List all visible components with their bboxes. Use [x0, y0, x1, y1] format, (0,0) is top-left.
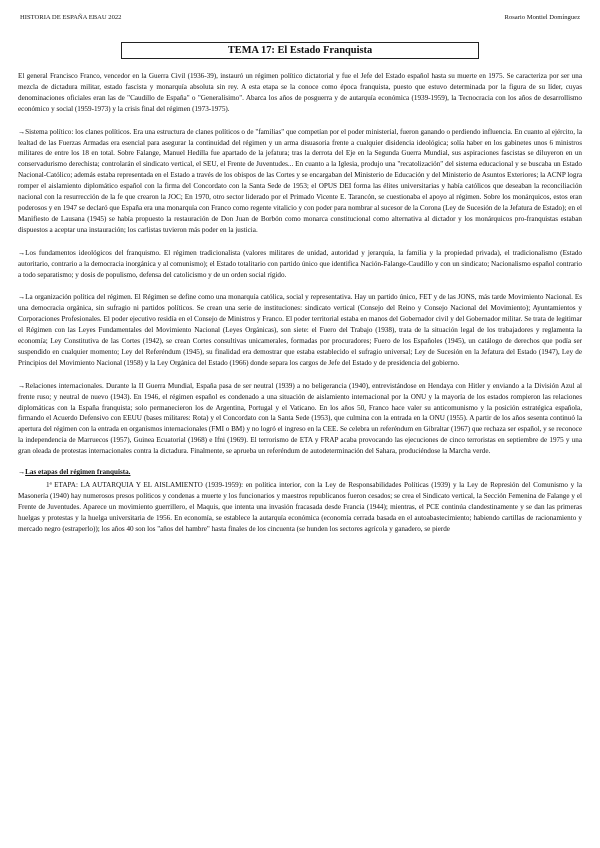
arrow-icon: →: [18, 468, 26, 477]
arrow-icon: →: [18, 381, 26, 390]
section-organizacion-politica: [18, 292, 582, 368]
section-text: Sistema político: los clanes políticos. Era una estructura de clanes políticos o de "familias" que competían por el poder ministerial, fueron ganando o perdiendo influencia. En cuanto al ejército, la lealtad de las Fuerzas Armadas era esencial para asegurar la continuidad del régimen y un arma disuasoria frente a cualquier disidencia ideológica; solía haber en los gabinetes unos 6 ministros militares de entre los 18 en total. Sobre Falange, Manuel Hedilla fue apartado de la jefatura; tras la derrota del Eje en la Segunda Guerra Mundial, sus aspiraciones fascistas se diluyeron en un conservadurismo derechista; controlarán el sindicato vertical, el SEU, el Frente de Juventudes... En cuanto a la Iglesia, produjo una "recatolización" del sistema educacional y se buscaba un Estado Nacional-Católico; además estaba representada en el Estado a través de los obispos de las Cortes y se encargaban del Ministerio de Educación y del Ministerio de Asuntos Exteriores; la ACNP logra romper el aislamiento diplomático español con la firma del Concordato con la Santa Sede de 1953; el OPUS DEI forma las élites universitarias y había católicos que deseaban la reconciliación nacional con la resurrección de la fe que crearon la JOC; En 1970, otro sector liderado por el Primado Vicente E. Tarancón, se cuestionaba el apoyo al régimen. Sobre los monárquicos, estos eran poderosos y en 1947 se declaró que España era una monarquía con Franco como regente vitalicio y con poder para nombrar al sucesor de la Corona (Ley de Sucesión de la Jefatura de Estado); en el Manifiesto de Lausana (1945) se había propuesto la restauración de Don Juan de Borbón como monarca constitucional como alternativa al dictador y los monárquicos pro-franquistas estaban dispuestos a aceptar una instauración; los carlistas tuvieron más poder en la justicia.: [18, 127, 582, 234]
section-text: Los fundamentos ideológicos del franquismo. El régimen tradicionalista (valores militares de unidad, autoridad y jerarquía, la familia y la propiedad privada), el tradicionalismo (Estado autoritario, contrario a la democracia inorgánica y al comunismo); el Estado totalitario con partido único que identifica Nación-Falange-Caudillo y con un sindicato; Nacionalismo español contrario a todo separatismo; y dosis de populismo, defensa del catolicismo y de un orden social rígido.: [18, 248, 582, 279]
section-relaciones-internacionales: [18, 381, 582, 457]
intro-paragraph: El general Francisco Franco, vencedor en la Guerra Civil (1936-39), instauró un régimen político dictatorial y fue el Jefe del Estado español hasta su muerte en 1975. Se caracteriza por ser una mezcla de dictadura militar, estado fascista y monarquía absoluta sin rey. A esta etapa se la conoce como época franquista, puesto que estuvo determinada por la figura de su líder, cuyas denominaciones oficiales eran las de "Caudillo de España" o "Generalísimo". Abarca los años de posguerra y de autarquía económica (1939-1959), la Tecnocracia con los años de desarrollismo económico y social (1959-1973) y la crisis final del régimen (1973-1975).: [18, 72, 582, 113]
arrow-icon: →: [18, 293, 26, 302]
section-text: Relaciones internacionales. Durante la II Guerra Mundial, España pasa de ser neutral (1939) a no beligerancia (1940), entrevistándose en Hendaya con Hitler y enviando a la División Azul al frente ruso; y neutral de nuevo (1943). En 1946, el régimen español es condenado a una situación de aislamiento internacional por la ONU y la mayoría de los estados rompieron las relaciones diplomáticas con la España franquista; solo permanecieron los de Argentina, Portugal y el Vaticano. En los años 50, Franco hace valer su anticomunismo y la posición estratégica española, firmando el Acuerdo Defensivo con EEUU (bases militares: Rota) y el Concordato con la Santa Sede (1953), que culmina con la entrada en la ONU (1955). A partir de los años sesenta continuó la apertura del régimen con la entrada en organismos internacionales (FMI o BM) y no logró el ingreso en la CEE. Se celebra un referéndum en Gibraltar (1967) que rechaza ser español, y se reconoce la independencia de Marruecos (1957), Guinea Ecuatorial (1968) e Ifni (1969). El terrorismo de ETA y FRAP acaba provocando las ejecuciones de cinco terroristas en septiembre de 1975 y una gran oleada de protestas internacionales contra la dictadura. Finalmente, se aprueba un referéndum de autodeterminación del Sahara, produciéndose la Marcha verde.: [18, 381, 582, 456]
section-heading: Las etapas del régimen franquista.: [25, 468, 131, 477]
section-text: La organización política del régimen. El Régimen se define como una monarquía católica, social y representativa. Hay un partido único, FET y de las JONS, más tarde Movimiento Nacional. Es una democracia orgánica, sin sufragio ni partidos políticos. Se crean una serie de instituciones: sindicato vertical (Consejo del Reino y Consejo Nacional del Movimiento); Ayuntamientos y Corporaciones Profesionales. El poder ejecutivo residía en el Consejo de Ministros y Franco. El poder territorial estaba en manos del Gobernador civil y del Gobernador militar. Se trata de legitimar el Régimen con las Leyes Fundamentales del Movimiento Nacional (Leyes Orgánicas), son siete: el Fuero del Trabajo (1938), trata de la situación legal de los trabajadores y reglamenta la economía; Ley Constitutiva de las Cortes (1942), se crean Cortes consultivas unicamerales, formadas por procuradores; Fuero de los Españoles (1945), un catálogo de derechos que podía ser suspendido en cualquier momento; Ley del Referéndum (1945), su finalidad era demostrar que estaba establecido el sufragio universal; Ley de Sucesión en la Jefatura del Estado (1947), Ley de Principios del Movimiento Nacional (1958) y la Ley Orgánica del Estado (1966) donde separa los cargos de Jefe del Estado y de presidencia del gobierno.: [18, 293, 582, 367]
header-course: HISTORIA DE ESPAÑA EBAU 2022: [20, 14, 122, 21]
section-sistema-politico: [18, 127, 582, 236]
section-etapas-heading: [18, 467, 582, 478]
document-title: TEMA 17: El Estado Franquista: [121, 42, 479, 59]
arrow-icon: →: [18, 248, 26, 257]
page-header: [18, 14, 582, 22]
section-fundamentos-ideologicos: [18, 248, 582, 281]
stage-paragraph: 1ª ETAPA: LA AUTARQUIA Y EL AISLAMIENTO (1939-1959): en política interior, con la Ley de Responsabilidades Políticas (1939) y la Ley de Represión del Comunismo y la Masonería (1940) hay numerosos presos políticos y condenas a muerte y los funcionarios y maestros republicanos fueron cesados; se crea el Sindicato vertical, la Sección Femenina de Falange y el Frente de Juventudes. Aparece un movimiento guerrillero, el Maquis, que intenta una invasión fracasada desde Francia (1944); mientras, el PCE continúa clandestinamente y se dan las primeras huelgas y protestas y la huelga universitaria de 1956. En economía, se establece la autarquía económica (economía cerrada basada en el autoabastecimiento; habiendo cartillas de racionamiento y mercado negro (estraperlo)); los años 40 son los "años del hambre" hasta finales de los cincuenta (se hunden los sectores agrícola y ganadero, se pierde: [18, 481, 582, 533]
arrow-icon: →: [18, 127, 26, 136]
header-author: Rosario Montiel Domínguez: [504, 14, 580, 21]
